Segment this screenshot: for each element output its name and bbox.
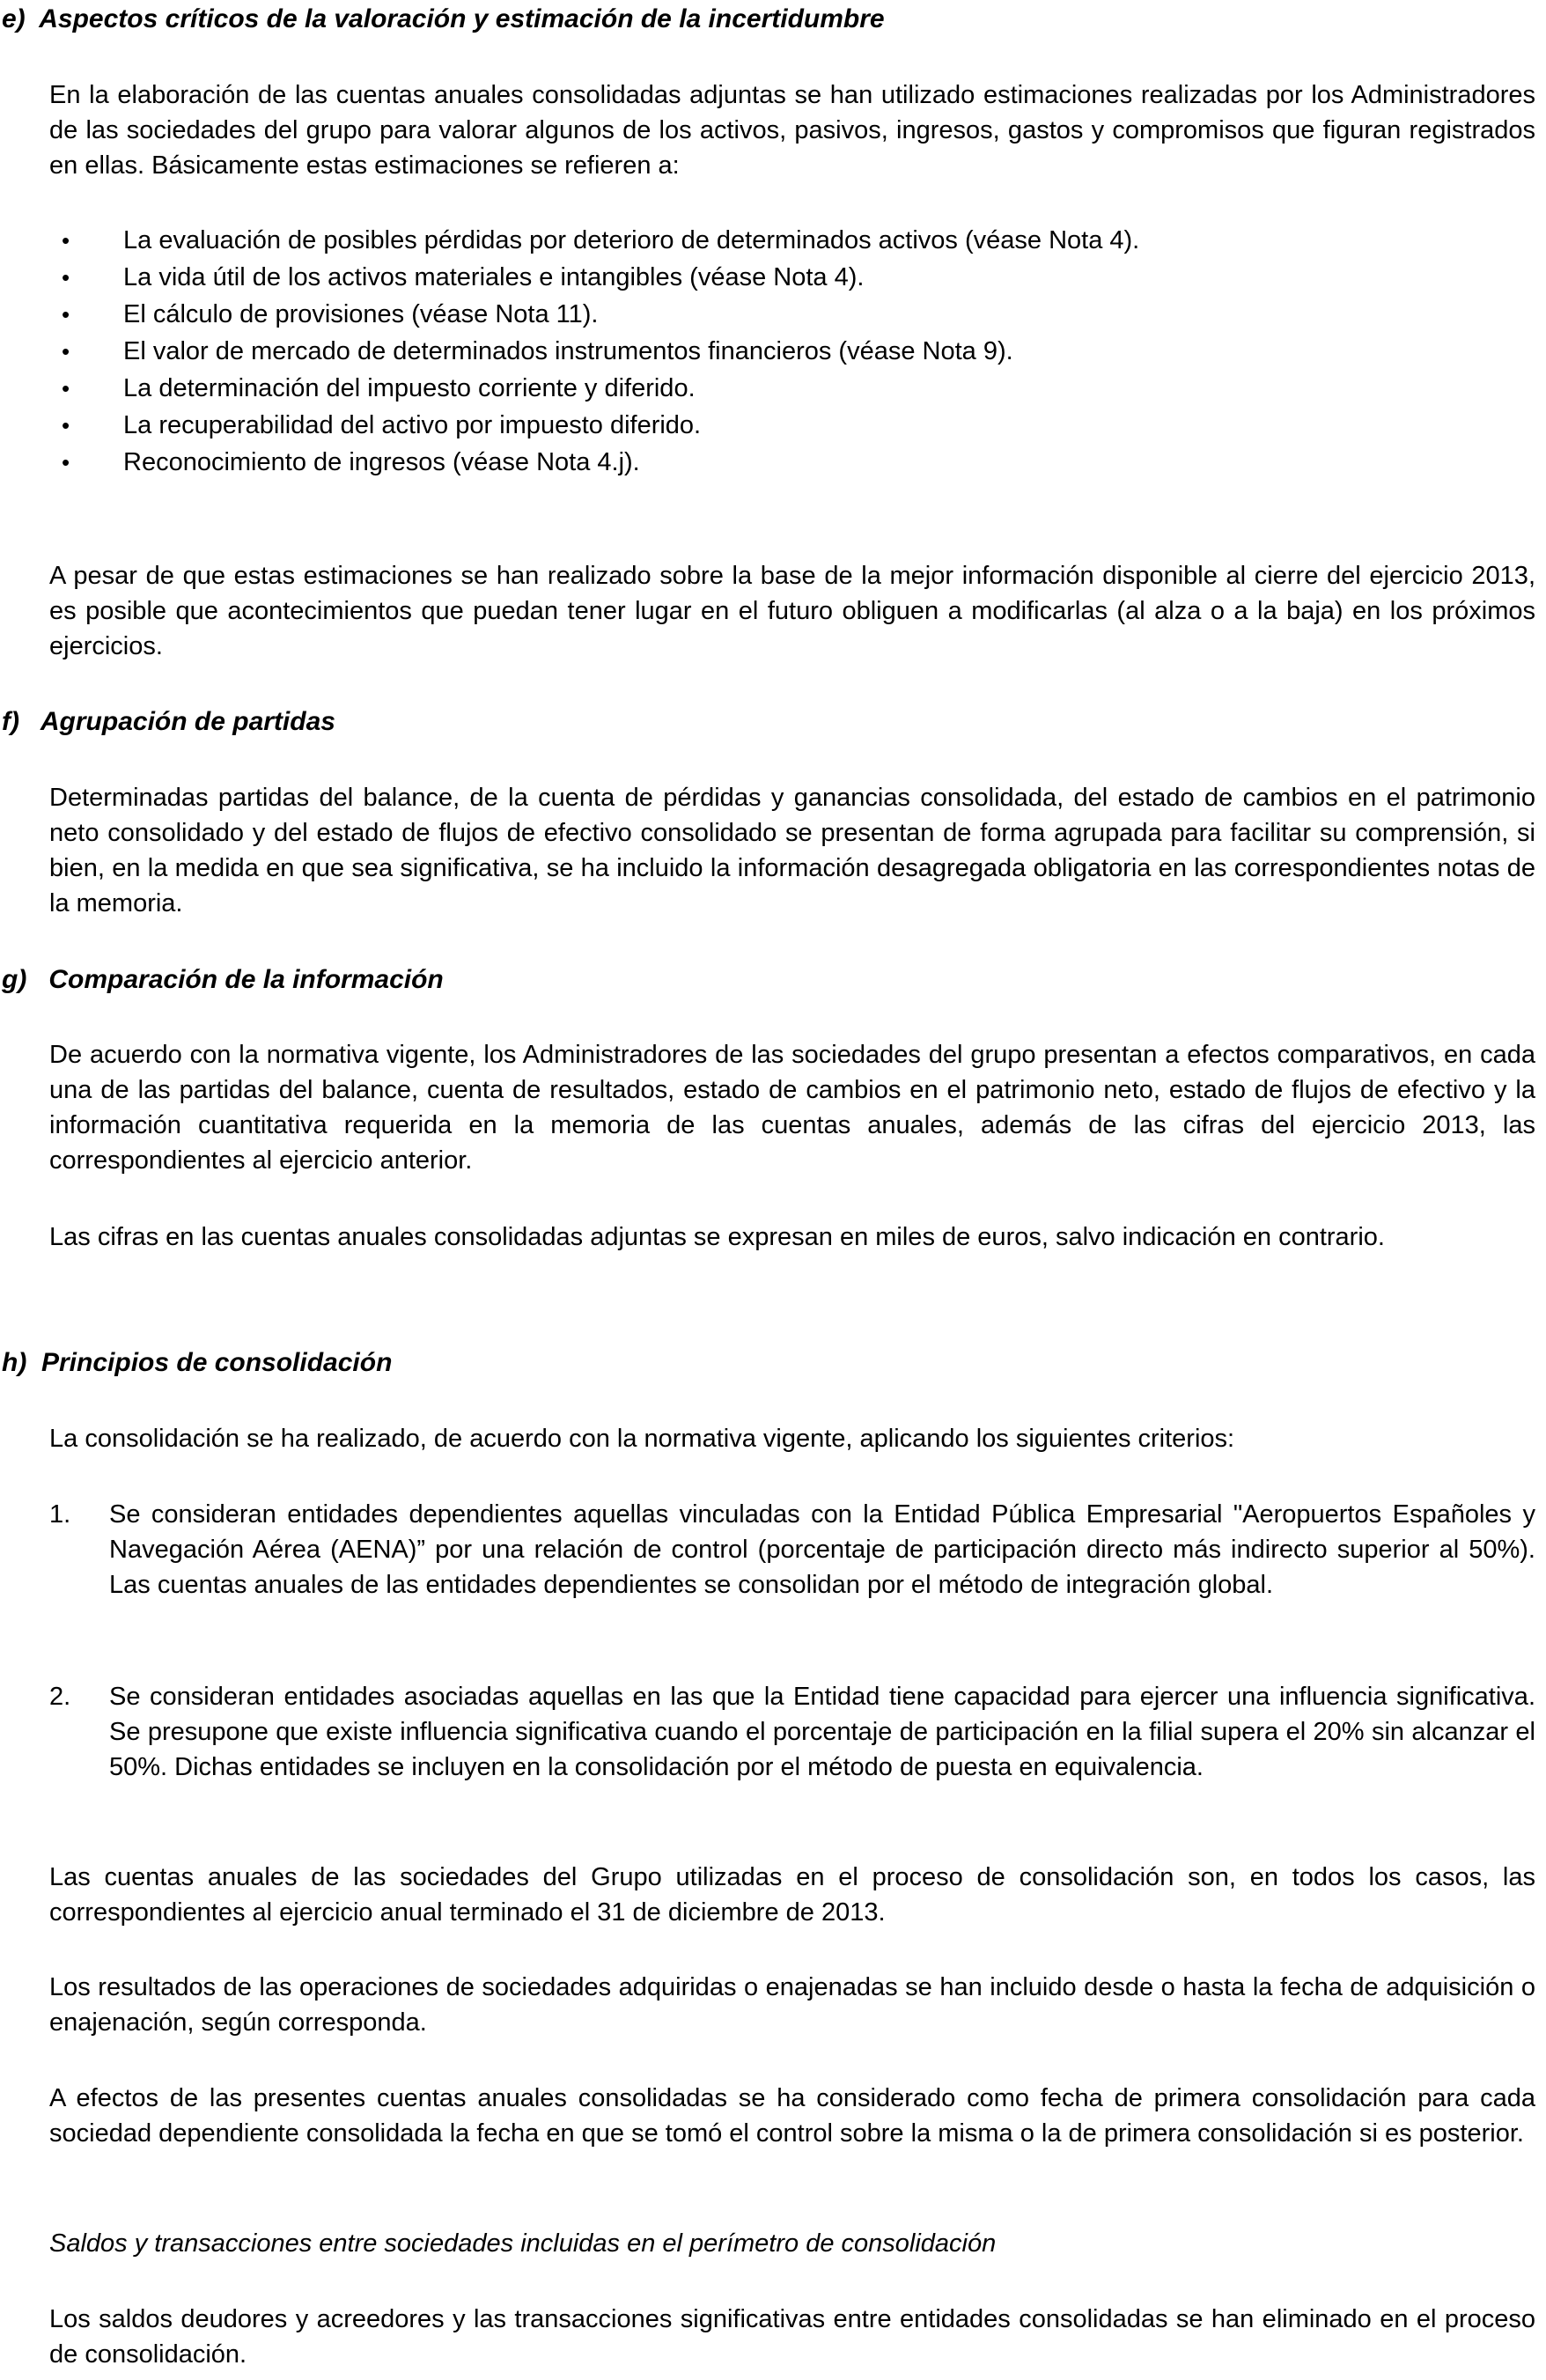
criteria-item-2 [49, 1679, 1535, 1785]
section-g-heading [2, 962, 444, 998]
section-h-subheading: Saldos y transacciones entre sociedades incluidas en el perímetro de consolidación [49, 2229, 997, 2258]
section-f-body: Determinadas partidas del balance, de la cuenta de pérdidas y ganancias consolidada, del estado de cambios en el patrimonio neto consolidado y del estado de flujos de efectivo consolidado se presentan de forma agrupada para facilitar su comprensión, si bien, en la medida en que sea significativa, se ha incluido la información desagregada obligatoria en las correspondientes notas de la memoria. [49, 784, 1535, 917]
item-text: Se consideran entidades dependientes aquellas vinculadas con la Entidad Pública Empresarial "Aeropuertos Españoles y Navegación Aérea (AENA)” por una relación de control (porcentaje de participación directo más indirecto superior al 50%). Las cuentas anuales de las entidades dependientes se consolidan por el método de integración global. [109, 1500, 1535, 1599]
section-g-letter: g) [2, 965, 27, 994]
list-item: • La determinación del impuesto corriente y diferido. [49, 370, 1535, 407]
section-e-title: Aspectos críticos de la valoración y estimación de la incertidumbre [39, 4, 885, 33]
list-item: • Reconocimiento de ingresos (véase Nota 4.j). [49, 444, 1535, 481]
section-f-heading [2, 704, 335, 740]
section-h-para-4: Los saldos deudores y acreedores y las transacciones significativas entre entidades consolidadas se han eliminado en el proceso de consolidación. [49, 2305, 1535, 2369]
section-f-letter: f) [2, 707, 19, 736]
bullet-icon: • [62, 301, 70, 328]
section-h-heading [2, 1345, 392, 1381]
list-item: • El cálculo de provisiones (véase Nota 11). [49, 296, 1535, 333]
section-e-heading [2, 2, 885, 37]
list-item: • La evaluación de posibles pérdidas por deterioro de determinados activos (véase Nota 4). [49, 222, 1535, 259]
section-h-intro: La consolidación se ha realizado, de acuerdo con la normativa vigente, aplicando los siguientes criterios: [49, 1425, 1235, 1453]
section-h-letter: h) [2, 1348, 27, 1377]
bullet-icon: • [62, 449, 70, 475]
estimates-list [49, 222, 1535, 481]
bullet-icon: • [62, 227, 70, 254]
section-e-intro: En la elaboración de las cuentas anuales consolidadas adjuntas se han utilizado estimaciones realizadas por los Administradores de las sociedades del grupo para valorar algunos de los activos, pasivos, ingresos, gastos y compromisos que figuran registrados en ellas. Básicamente estas estimaciones se refieren a: [49, 81, 1535, 180]
bullet-icon: • [62, 264, 70, 291]
section-g-body-1: De acuerdo con la normativa vigente, los Administradores de las sociedades del grupo presentan a efectos comparativos, en cada una de las partidas del balance, cuenta de resultados, estado de cambios en el patrimonio neto, estado de flujos de efectivo y la información cuantitativa requerida en la memoria de las cuentas anuales, además de las cifras del ejercicio 2013, las correspondientes al ejercicio anterior. [49, 1041, 1535, 1175]
section-e-closing: A pesar de que estas estimaciones se han realizado sobre la base de la mejor información disponible al cierre del ejercicio 2013, es posible que acontecimientos que puedan tener lugar en el futuro obliguen a modificarlas (al alza o a la baja) en los próximos ejercicios. [49, 562, 1535, 660]
section-h-para-3: A efectos de las presentes cuentas anuales consolidadas se ha considerado como fecha de primera consolidación para cada sociedad dependiente consolidada la fecha en que se tomó el control sobre la misma o la de primera consolidación si es posterior. [49, 2084, 1535, 2148]
section-h-para-1: Las cuentas anuales de las sociedades del Grupo utilizadas en el proceso de consolidación son, en todos los casos, las correspondientes al ejercicio anual terminado el 31 de diciembre de 2013. [49, 1863, 1535, 1927]
criteria-item-1 [49, 1497, 1535, 1603]
list-item: • La recuperabilidad del activo por impuesto diferido. [49, 407, 1535, 444]
list-item: • El valor de mercado de determinados instrumentos financieros (véase Nota 9). [49, 333, 1535, 370]
section-e-letter: e) [2, 4, 26, 33]
bullet-icon: • [62, 412, 70, 438]
section-h-title: Principios de consolidación [41, 1348, 393, 1377]
section-h-para-2: Los resultados de las operaciones de sociedades adquiridas o enajenadas se han incluido desde o hasta la fecha de adquisición o enajenación, según corresponda. [49, 1973, 1535, 2037]
section-g-title: Comparación de la información [48, 965, 444, 994]
section-f-title: Agrupación de partidas [40, 707, 335, 736]
list-item: • La vida útil de los activos materiales e intangibles (véase Nota 4). [49, 259, 1535, 296]
item-number: 2. [49, 1683, 71, 1711]
item-number: 1. [49, 1500, 71, 1529]
item-text: Se consideran entidades asociadas aquellas en las que la Entidad tiene capacidad para ejercer una influencia significativa. Se presupone que existe influencia significativa cuando el porcentaje de participación en la filial supera el 20% sin alcanzar el 50%. Dichas entidades se incluyen en la consolidación por el método de puesta en equivalencia. [109, 1683, 1535, 1781]
bullet-icon: • [62, 338, 70, 365]
bullet-icon: • [62, 375, 70, 402]
section-g-body-2: Las cifras en las cuentas anuales consolidadas adjuntas se expresan en miles de euros, salvo indicación en contrario. [49, 1223, 1385, 1251]
